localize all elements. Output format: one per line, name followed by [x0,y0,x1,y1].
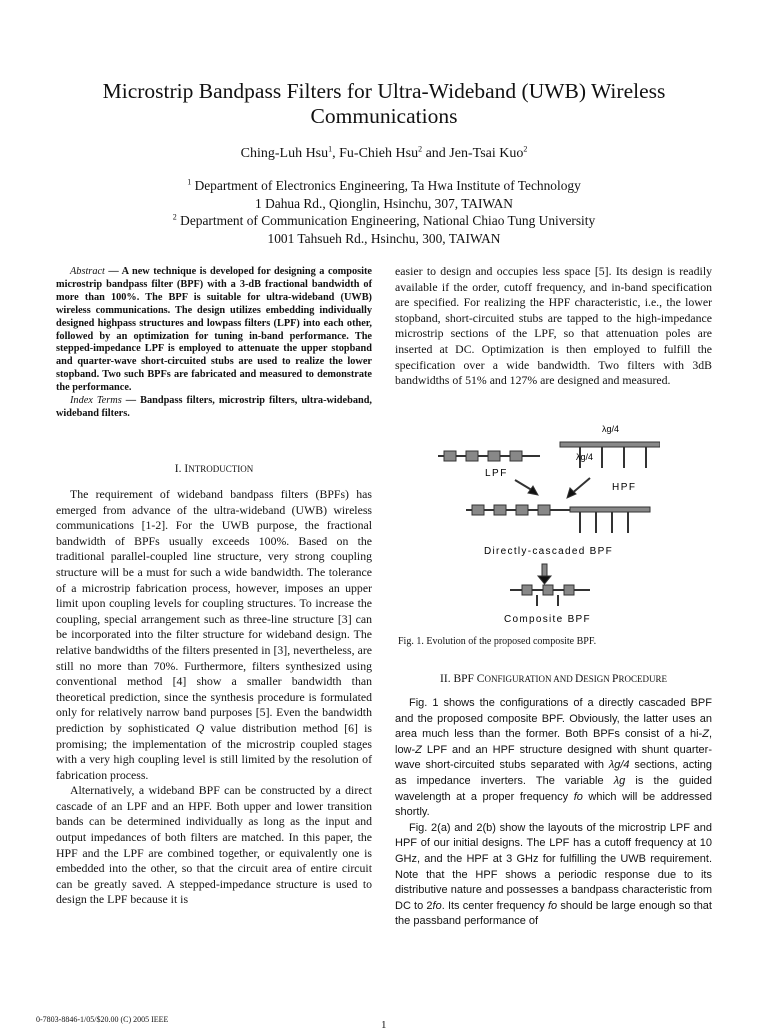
abstract-label: Abstract [70,266,105,277]
affil-marker: 2 [418,144,423,154]
italic-symbol: λg/4 [608,759,630,772]
affil-marker: 1 [328,144,333,154]
italic-symbol: λg [613,774,626,787]
lambda-label: λg/4 [602,424,620,434]
introduction-body [56,487,372,908]
lpf-label: LPF [485,468,508,479]
author-list [60,146,708,162]
text-run: LPF and an HPF structure designed with shunt quarter-wave short-circuited stubs separated with [395,743,712,772]
affiliation-line: 1001 Tahsueh Rd., Hsinchu, 300, TAIWAN [267,230,501,246]
lambda-label: λg/4 [576,452,594,462]
section-numeral: I. [174,463,185,475]
figure-1-caption: Fig. 1. Evolution of the proposed composite BPF. [398,636,597,647]
paragraph [395,821,712,930]
separator: and [422,146,450,161]
abstract [56,266,372,421]
text-run: . Its center frequency [441,899,548,912]
heading-part: ESIGN [583,674,613,684]
section-heading-design [395,673,712,685]
text-run: which will be addressed shortly. [395,790,713,819]
affil-marker: 2 [523,144,528,154]
paragraph: Alternatively, a wideband BPF can be constructed by a direct cascade of an LPF and an HPF. Both upper and lower transition bands can be determined individually as long as the input and output impedances of both filters are matched. In this paper, the HPF and the LPF are combined together, or equivalently one is embedded into the other, so that the circuit area of entire circuit can be greatly saved. A stepped-impedance structure is used to design the LPF because it is [56,783,372,907]
heading-part: ROCEDURE [618,674,667,684]
heading-part: P [612,673,619,685]
text-run: , low- [395,728,712,756]
cascaded-label: Directly-cascaded BPF [484,546,613,557]
index-terms-label: Index Terms [70,395,122,407]
paragraph [395,696,712,821]
affiliation-line: Department of Communication Engineering, National Chiao Tung University [176,213,596,228]
dash: — [121,395,141,407]
heading-initial: I [184,463,189,475]
dash: — [104,266,122,277]
text-run: Fig. 1 shows the configurations of a directly cascaded BPF and the proposed composite BPF. Obviously, the latter uses an area much less than the former. Both BPFs consist of a hi- [395,697,712,741]
text-run: sections, acting as impedance inverters. The variable [395,759,712,787]
section-numeral: II. [440,673,454,685]
paragraph: easier to design and occupies less space [5]. Its design is readily available if the order, cutoff frequency, and in-band specification are specified. For realizing the HPF characteristic, i.e., the lower stopband, short-circuited stubs are tapped to the high-impedance microstrip sections of the LPF, so that attenuation poles are inserted at DC. Optimization is then employed to fulfill the specification over a wide bandwidth. Two filters with 3dB bandwidths of 51% and 127% are designed and measured. [395,264,712,388]
italic-symbol: Q [195,720,205,735]
author-name: Jen-Tsai Kuo [449,146,524,161]
author-name: Ching-Luh Hsu [240,146,329,161]
separator: , [332,146,340,161]
italic-symbol: fo [547,899,558,912]
affil-marker: 2 [172,212,177,222]
affiliations [60,177,708,247]
paragraph [56,487,372,783]
text-run: should be large enough so that the passband performance of [395,899,712,928]
italic-symbol: Z [415,743,422,756]
heading-part: ONFIGURATION AND [484,674,575,684]
text-run: value distribution method [6] is promising; the implementation of the microstrip coupled stages with a very high coupling level is still limited by the resolution of fabrication process. [56,720,372,782]
design-body [395,696,712,930]
heading-part: BPF C [453,673,485,685]
affil-marker: 1 [187,177,192,187]
composite-label: Composite BPF [504,614,591,625]
index-terms-text: Bandpass filters, microstrip filters, ultra-wideband, wideband filters. [56,395,372,419]
affiliation-line: Department of Electronics Engineering, Ta Hwa Institute of Technology [191,178,581,193]
page-number: 1 [381,1019,387,1031]
paper-title: Microstrip Bandpass Filters for Ultra-Wideband (UWB) Wireless Communications [102,79,666,128]
text-run: is the guided wavelength at a proper frequency [395,774,712,803]
section-heading-introduction [56,463,372,475]
text-run: Fig. 2(a) and 2(b) show the layouts of the microstrip LPF and HPF of our initial designs. The LPF has a cutoff frequency at 10 GHz, and the HPF at 3 GHz for fulfilling the UWB requirement. Note that the HPF shows a periodic response due to its distributive nature and possesses a bandpass characteristic from DC to 2 [395,821,712,912]
figure-1-diagram [430,420,660,630]
heading-part: D [574,673,584,685]
hpf-label: HPF [612,482,637,493]
italic-symbol: fo [432,899,442,912]
right-column-intro [395,264,712,389]
heading-rest: NTRODUCTION [188,464,254,474]
italic-symbol: fo [573,790,583,803]
italic-symbol: Z [702,728,709,741]
affiliation-line: 1 Dahua Rd., Qionglin, Hsinchu, 307, TAIWAN [255,195,513,211]
abstract-text: A new technique is developed for designing a composite microstrip bandpass filter (BPF) with a 3-dB fractional bandwidth of more than 100%. The BPF is suitable for ultra-wideband (UWB) wireless communications. The design utilizes embedding individually designed highpass structures and lowpass filters (LPF) into each other, followed by an optimization for tuning in-band performance. The stepped-impedance LPF is employed to attenuate the upper stopband and quarter-wave short-circuited stubs are used to realize the lower stopband. Two such BPFs are fabricated and measured to demonstrate the performance. [56,266,372,394]
copyright-notice: 0-7803-8846-1/05/$20.00 (C) 2005 IEEE [36,1015,169,1024]
author-name: Fu-Chieh Hsu [339,146,419,161]
text-run: The requirement of wideband bandpass filters (BPFs) has emerged from advance of the ultra-wideband (UWB) wireless communications [1-2]. For the UWB purpose, the fractional bandwidth of BPFs usually exceeds 100%. Based on the traditional parallel-coupled line structure, very strong coupling structure will be a must for such a wide bandwidth. The tolerance of a microstrip fabrication process, however, imposes an upper limit upon coupling levels for coupling structures. To increase the coupling, special arrangement such as three-line structure [3] can be incorporated into the filter structure for wideband design. The relative bandwidths of the filters presented in [3], nevertheless, are still no more than 70%. Furthermore, filters synthesized using conventional method [4] show a smaller bandwidth than theoretical prediction, since the synthesis procedure is formulated only for relatively narrow band purposes [5]. Even the bandwidth prediction by sophisticated [56,487,372,735]
